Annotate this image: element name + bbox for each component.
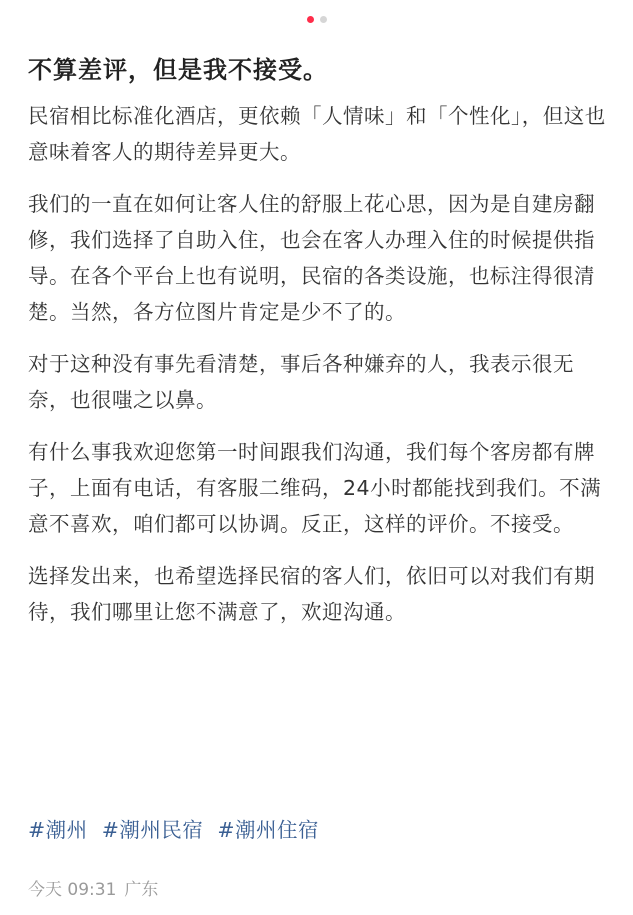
carousel-dot[interactable] xyxy=(320,16,327,23)
post-content xyxy=(28,98,609,646)
post-paragraph-2: 我们的一直在如何让客人住的舒服上花心思，因为是自建房翻修，我们选择了自助入住，也会在客人办理入住的时候提供指导。在各个平台上也有说明，民宿的各类设施，也标注得很清楚。当然，各方位图片肯定是少不了的。 xyxy=(28,192,595,324)
post-paragraph-5: 选择发出来，也希望选择民宿的客人们，依旧可以对我们有期待，我们哪里让您不满意了，欢迎沟通。 xyxy=(28,564,595,624)
post-time: 今天 09:31 xyxy=(28,880,117,900)
hashtag-list xyxy=(28,812,605,848)
post-meta xyxy=(28,876,158,904)
post-paragraph-1: 民宿相比标准化酒店，更依赖「人情味」和「个性化」，但这也意味着客人的期待差异更大。 xyxy=(28,104,606,164)
hashtag-chaozhou-zhusu[interactable]: #潮州住宿 xyxy=(217,818,320,842)
carousel-dot-active[interactable] xyxy=(307,16,314,23)
post-paragraph-3: 对于这种没有事先看清楚，事后各种嫌弃的人，我表示很无奈，也很嗤之以鼻。 xyxy=(28,352,574,412)
post-title: 不算差评，但是我不接受。 xyxy=(28,56,328,84)
hashtag-chaozhou[interactable]: #潮州 xyxy=(28,818,88,842)
carousel-indicator xyxy=(307,16,327,23)
hashtag-chaozhou-minsu[interactable]: #潮州民宿 xyxy=(101,818,204,842)
post-location: 广东 xyxy=(124,880,159,900)
post-paragraph-4: 有什么事我欢迎您第一时间跟我们沟通，我们每个客房都有牌子，上面有电话，有客服二维码，24小时都能找到我们。不满意不喜欢，咱们都可以协调。反正，这样的评价。不接受。 xyxy=(28,440,602,536)
